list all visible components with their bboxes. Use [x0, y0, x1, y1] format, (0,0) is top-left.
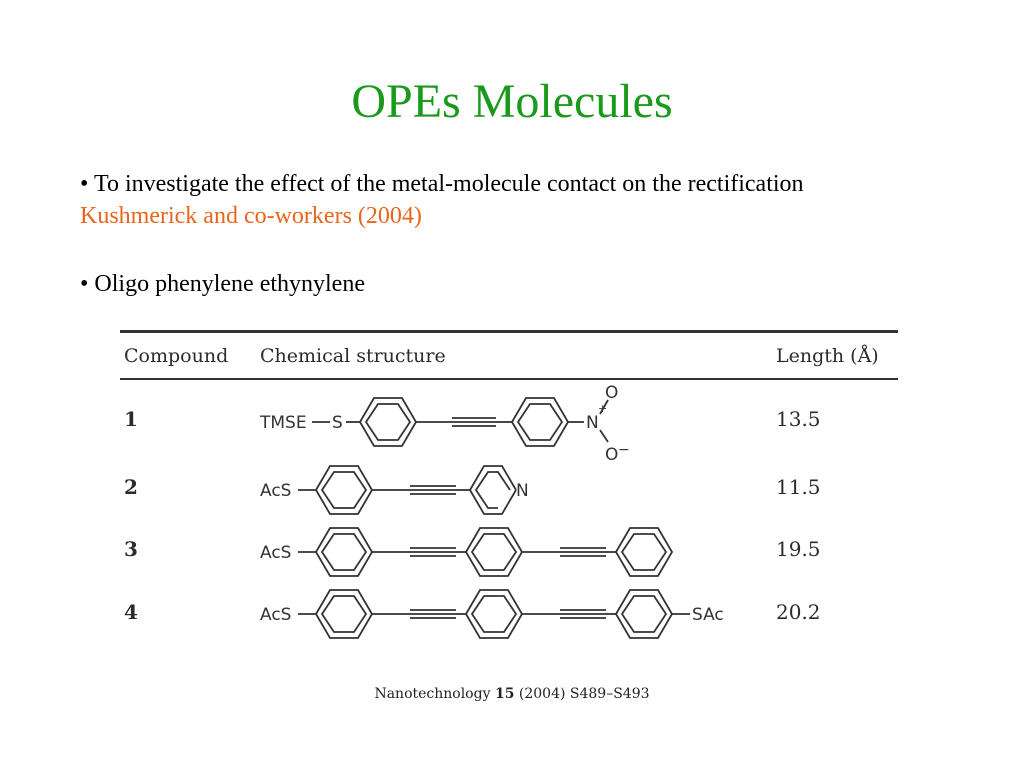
bullet-investigate: • To investigate the effect of the metal-molecule contact on the rectification: [80, 171, 804, 197]
structure-compound-3: [260, 528, 672, 576]
oxygen-label: O: [605, 383, 619, 403]
acs-label: AcS: [260, 543, 292, 563]
header-structure: Chemical structure: [260, 345, 446, 367]
bullet-list: [80, 168, 804, 300]
minus-charge: −: [618, 442, 630, 458]
citation-journal: Nanotechnology: [374, 686, 491, 702]
citation: [0, 686, 1024, 702]
acs-label: AcS: [260, 605, 292, 625]
length-value: 19.5: [776, 537, 821, 561]
slide-title: OPEs Molecules: [351, 75, 673, 128]
table-top-rule: [120, 330, 898, 333]
compound-number: 2: [124, 475, 138, 499]
header-length: Length (Å): [776, 345, 879, 367]
reference-kushmerick: Kushmerick and co-workers (2004): [80, 203, 422, 229]
structure-compound-4: [260, 590, 724, 638]
sac-label: SAc: [692, 605, 724, 625]
compound-number: 4: [124, 600, 138, 624]
plus-charge: +: [598, 402, 608, 415]
length-value: 13.5: [776, 407, 821, 431]
header-compound: Compound: [124, 345, 229, 367]
oxygen-label: O: [605, 445, 619, 465]
compound-number: 3: [124, 537, 138, 561]
length-value: 20.2: [776, 600, 821, 624]
citation-pages: (2004) S489–S493: [518, 686, 650, 702]
compound-number: 1: [124, 407, 138, 431]
bullet-oligo: • Oligo phenylene ethynylene: [80, 271, 365, 297]
sulfur-label: S: [332, 413, 343, 433]
length-value: 11.5: [776, 475, 821, 499]
citation-volume: 15: [494, 686, 515, 702]
nitrogen-label: N: [586, 413, 599, 433]
chemical-structures: [250, 380, 760, 650]
tmse-label: TMSE: [260, 413, 307, 433]
acs-label: AcS: [260, 481, 292, 501]
structure-compound-1: [259, 383, 630, 465]
nitrogen-label: N: [516, 481, 529, 501]
structure-compound-2: [260, 466, 529, 514]
